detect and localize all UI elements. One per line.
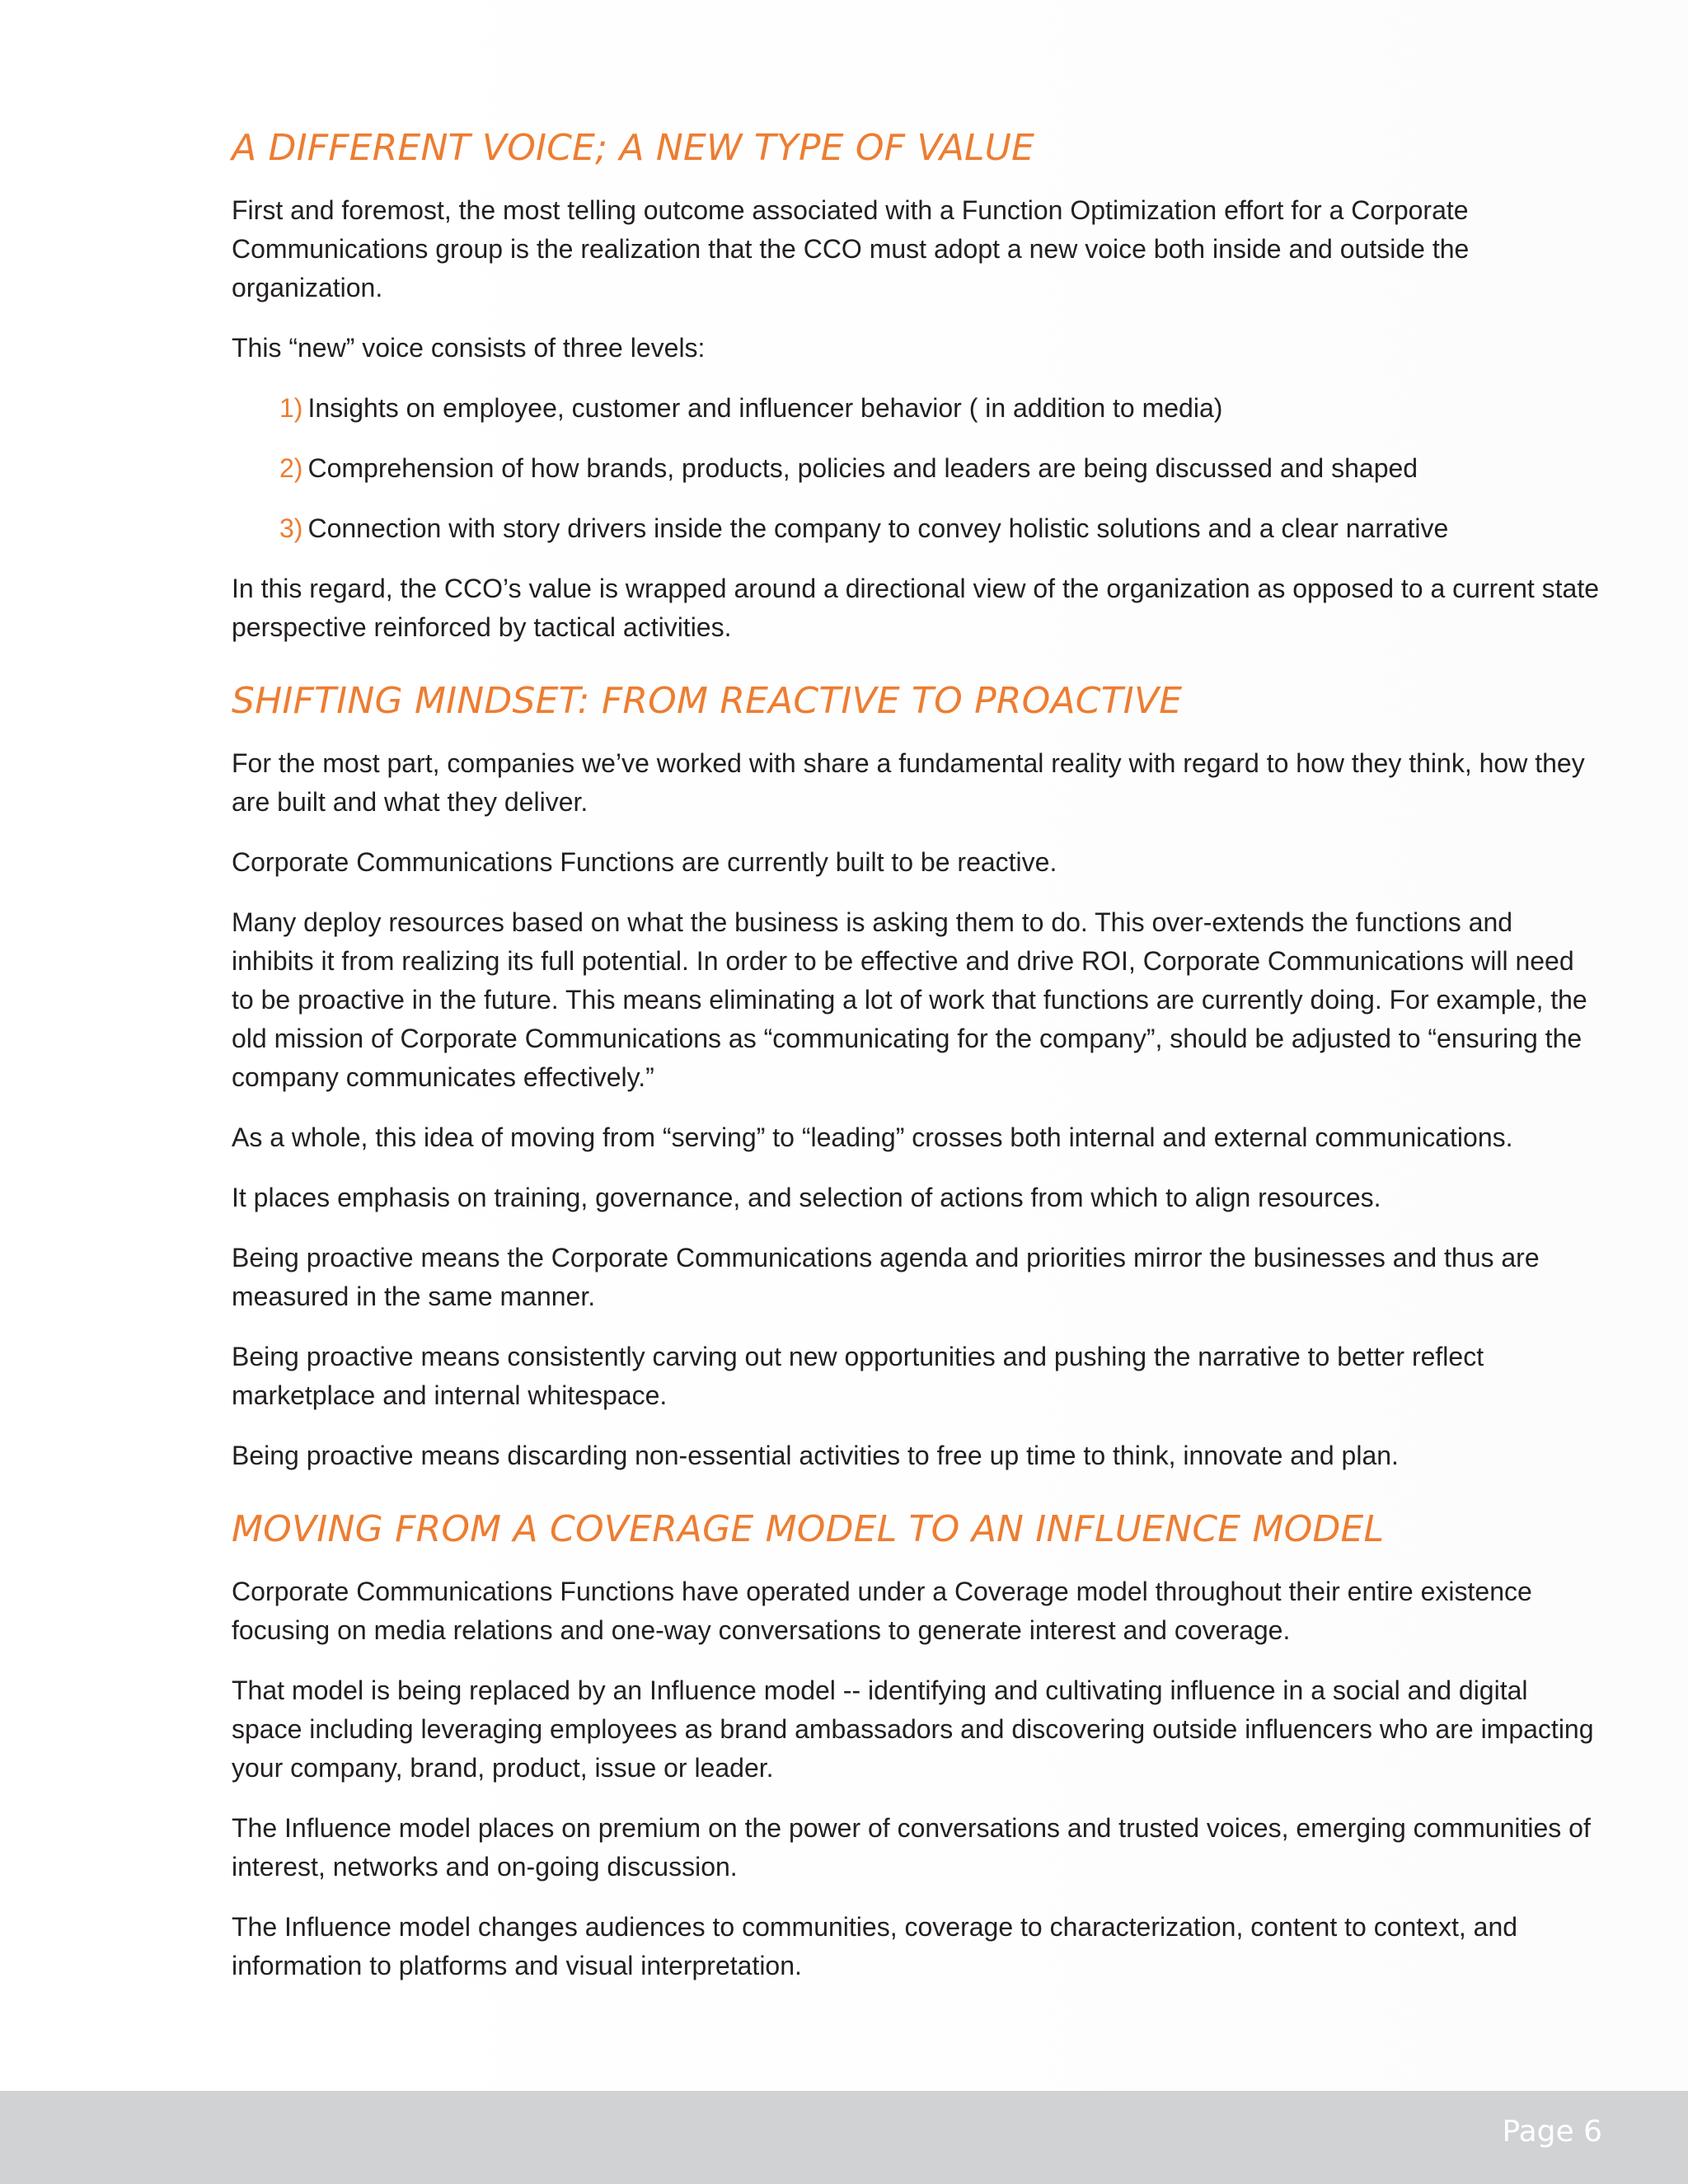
paragraph: The Influence model changes audiences to communities, coverage to characterization, content to context, and information to platforms and visual interpretation. [232, 1912, 1518, 1980]
section-heading: SHIFTING MINDSET: FROM REACTIVE TO PROACTIVE [232, 680, 1183, 722]
levels-list [232, 389, 1600, 548]
list-item [279, 509, 1600, 548]
section-heading: A DIFFERENT VOICE; A NEW TYPE OF VALUE [232, 127, 1035, 169]
list-item-text: Comprehension of how brands, products, policies and leaders are being discussed and shaped [307, 453, 1418, 483]
list-item [279, 449, 1600, 488]
paragraph: Being proactive means the Corporate Communications agenda and priorities mirror the businesses and thus are measured in the same manner. [232, 1243, 1540, 1311]
list-item [279, 389, 1600, 428]
section-different-voice [232, 115, 1600, 647]
section-influence-model [232, 1497, 1600, 1985]
list-number: 1) [279, 393, 303, 423]
list-item-text: Connection with story drivers inside the company to convey holistic solutions and a clear narrative [307, 513, 1449, 543]
list-number: 3) [279, 513, 303, 543]
list-number: 2) [279, 453, 303, 483]
list-item-text: Insights on employee, customer and influencer behavior ( in addition to media) [307, 393, 1223, 423]
paragraph: As a whole, this idea of moving from “serving” to “leading” crosses both internal and external communications. [232, 1122, 1513, 1152]
paragraph: For the most part, companies we’ve worked with share a fundamental reality with regard to how they think, how they are built and what they deliver. [232, 748, 1585, 817]
paragraph: Corporate Communications Functions are currently built to be reactive. [232, 847, 1057, 877]
section-shifting-mindset [232, 668, 1600, 1475]
paragraph: That model is being replaced by an Influence model -- identifying and cultivating influence in a social and digital space including leveraging employees as brand ambassadors and discovering outside influencers who are impacting your company, brand, product, issue or leader. [232, 1675, 1594, 1783]
list-lead: This “new” voice consists of three levels: [232, 333, 706, 363]
page-number: Page 6 [1502, 2115, 1602, 2149]
paragraph: It places emphasis on training, governance, and selection of actions from which to align resources. [232, 1183, 1381, 1212]
document-body [232, 115, 1600, 2007]
paragraph: Being proactive means consistently carving out new opportunities and pushing the narrative to better reflect marketplace and internal whitespace. [232, 1342, 1484, 1410]
paragraph: First and foremost, the most telling outcome associated with a Function Optimization effort for a Corporate Communications group is the realization that the CCO must adopt a new voice both inside and outside the organization. [232, 195, 1470, 302]
section-heading: MOVING FROM A COVERAGE MODEL TO AN INFLUENCE MODEL [232, 1508, 1385, 1550]
paragraph: In this regard, the CCO’s value is wrapped around a directional view of the organization as opposed to a current state perspective reinforced by tactical activities. [232, 574, 1600, 642]
paragraph: Many deploy resources based on what the business is asking them to do. This over-extends the functions and inhibits it from realizing its full potential. In order to be effective and drive ROI, Corporate Communications will need to be proactive in the future. This means eliminating a lot of work that functions are currently doing. For example, the old mission of Corporate Communications as “communicating for the company”, should be adjusted to “ensuring the company communicates effectively.” [232, 907, 1587, 1092]
paragraph: Corporate Communications Functions have operated under a Coverage model throughout their entire existence focusing on media relations and one-way conversations to generate interest and coverage. [232, 1577, 1532, 1645]
footer-bar [0, 2091, 1688, 2184]
paragraph: Being proactive means discarding non-essential activities to free up time to think, innovate and plan. [232, 1441, 1399, 1470]
paragraph: The Influence model places on premium on the power of conversations and trusted voices, emerging communities of interest, networks and on-going discussion. [232, 1813, 1591, 1882]
